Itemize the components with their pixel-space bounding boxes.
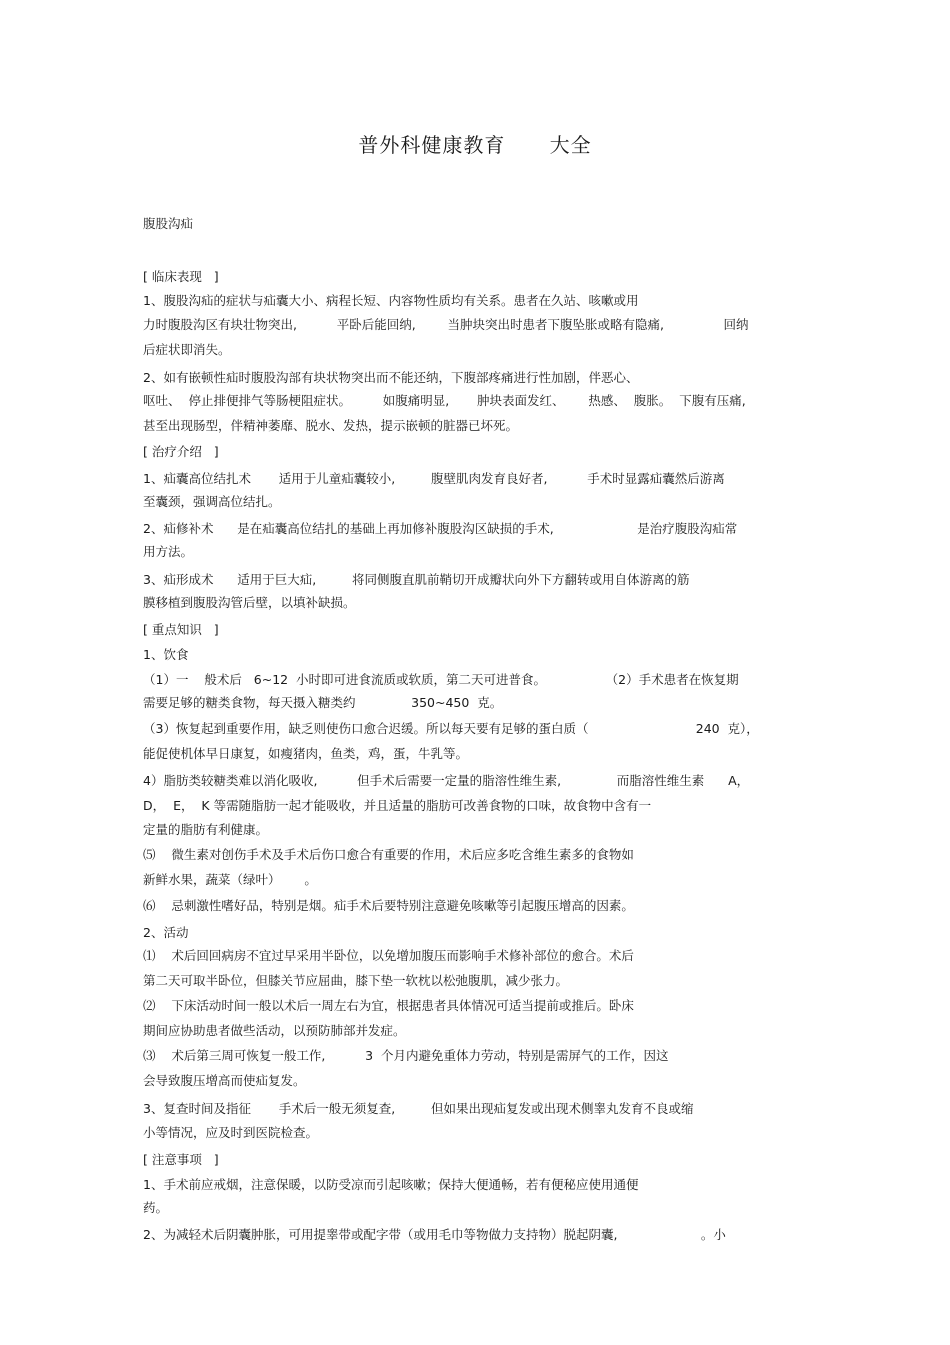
paragraph-line: 膜移植到腹股沟管后壁，以填补缺损。 (143, 595, 356, 610)
paragraph-line: 新鲜水果，蔬菜（绿叶） 。 (143, 872, 317, 887)
paragraph-line: 2、疝修补术 是在疝囊高位结扎的基础上再加修补腹股沟区缺损的手术, 是治疗腹股沟疝常 (143, 521, 738, 536)
paragraph-line: 需要足够的糖类食物，每天摄入糖类约 350~450 克。 (143, 695, 503, 710)
paragraph-line: 2、如有嵌顿性疝时腹股沟部有块状物突出而不能还纳，下腹部疼痛进行性加剧，伴恶心、 (143, 370, 639, 385)
paragraph-line: 第二天可取半卧位，但膝关节应屈曲，膝下垫一软枕以松弛腹肌，减少张力。 (143, 973, 569, 988)
paragraph-line: 1、手术前应戒烟，注意保暖，以防受凉而引起咳嗽；保持大便通畅，若有便秘应使用通便 (143, 1177, 639, 1192)
paragraph-line: 用方法。 (143, 544, 194, 559)
paragraph-line: （1）一 般术后 6~12 小时即可进食流质或软质，第二天可进普食。 （2）手术患者在恢复期 (143, 672, 739, 687)
list-heading-diet: 1、饮食 (143, 647, 189, 662)
list-heading-activity: 2、活动 (143, 925, 189, 940)
paragraph-line: 期间应协助患者做些活动，以预防肺部并发症。 (143, 1023, 406, 1038)
paragraph-line: 4）脂肪类较糖类难以消化吸收, 但手术后需要一定量的脂溶性维生素, 而脂溶性维生素 A， (143, 773, 750, 788)
paragraph-line: 1、疝囊高位结扎术 适用于儿童疝囊较小, 腹壁肌肉发育良好者, 手术时显露疝囊然后游离 (143, 471, 725, 486)
paragraph-line: ⑵ 下床活动时间一般以术后一周左右为宜，根据患者具体情况可适当提前或推后。卧床 (143, 998, 634, 1013)
paragraph-line: ⑸ 微生素对创伤手术及手术后伤口愈合有重要的作用，术后应多吃含维生素多的食物如 (143, 847, 634, 862)
paragraph-line: （3）恢复起到重要作用，缺乏则使伤口愈合迟缓。所以每天要有足够的蛋白质（ 240 克）， (143, 721, 759, 736)
paragraph-line: 3、疝形成术 适用于巨大疝, 将同侧腹直肌前鞘切开成瓣状向外下方翻转或用自体游离的筋 (143, 572, 690, 587)
paragraph-line: 甚至出现肠型，伴精神萎靡、脱水、发热，提示嵌顿的脏器已坏死。 (143, 418, 519, 433)
paragraph-line: 会导致腹压增高而使疝复发。 (143, 1073, 306, 1088)
paragraph-line: ⑴ 术后回回病房不宜过早采用半卧位，以免增加腹压而影响手术修补部位的愈合。术后 (143, 948, 634, 963)
paragraph-line: ⑹ 忌刺激性嗜好品，特别是烟。疝手术后要特别注意避免咳嗽等引起腹压增高的因素。 (143, 898, 634, 913)
paragraph-line: 小等情况，应及时到医院检查。 (143, 1125, 319, 1140)
paragraph-line: D， E， K 等需随脂肪一起才能吸收，并且适量的脂肪可改善食物的口味，故食物中含有一 (143, 798, 652, 813)
subsection-heading-notes: [ 注意事项 ] (143, 1152, 219, 1167)
paragraph-line: 2、为减轻术后阴囊肿胀，可用提睾带或配字带（或用毛巾等物做力支持物）脱起阴囊, 。小 (143, 1227, 726, 1242)
paragraph-line: 药。 (143, 1200, 169, 1215)
subsection-heading-key-knowledge: [ 重点知识 ] (143, 622, 219, 637)
paragraph-line: 能促使机体早日康复，如瘦猪肉，鱼类，鸡，蛋，牛乳等。 (143, 746, 469, 761)
paragraph-line: 定量的脂肪有利健康。 (143, 822, 269, 837)
subsection-heading-clinical: [ 临床表现 ] (143, 269, 219, 284)
paragraph-line: 1、腹股沟疝的症状与疝囊大小、病程长短、内容物性质均有关系。患者在久站、咳嗽或用 (143, 293, 639, 308)
document-title: 普外科健康教育 大全 (358, 133, 592, 157)
section-heading-hernia: 腹股沟疝 (143, 216, 194, 231)
paragraph-line: ⑶ 术后第三周可恢复一般工作, 3 个月内避免重体力劳动，特别是需屏气的工作，因这 (143, 1048, 669, 1063)
subsection-heading-treatment: [ 治疗介绍 ] (143, 444, 219, 459)
paragraph-line: 3、复查时间及指征 手术后一般无须复查, 但如果出现疝复发或出现术侧睾丸发育不良或缩 (143, 1101, 694, 1116)
paragraph-line: 后症状即消失。 (143, 342, 231, 357)
paragraph-line: 力时腹股沟区有块壮物突出, 平卧后能回纳, 当肿块突出时患者下腹坠胀或略有隐痛, 回纳 (143, 317, 749, 332)
paragraph-line: 呕吐、 停止排便排气等肠梗阻症状。 如腹痛明显, 肿块表面发红、 热感、 腹胀。 下腹有压痛, (143, 393, 746, 408)
paragraph-line: 至囊颈，强调高位结扎。 (143, 494, 281, 509)
